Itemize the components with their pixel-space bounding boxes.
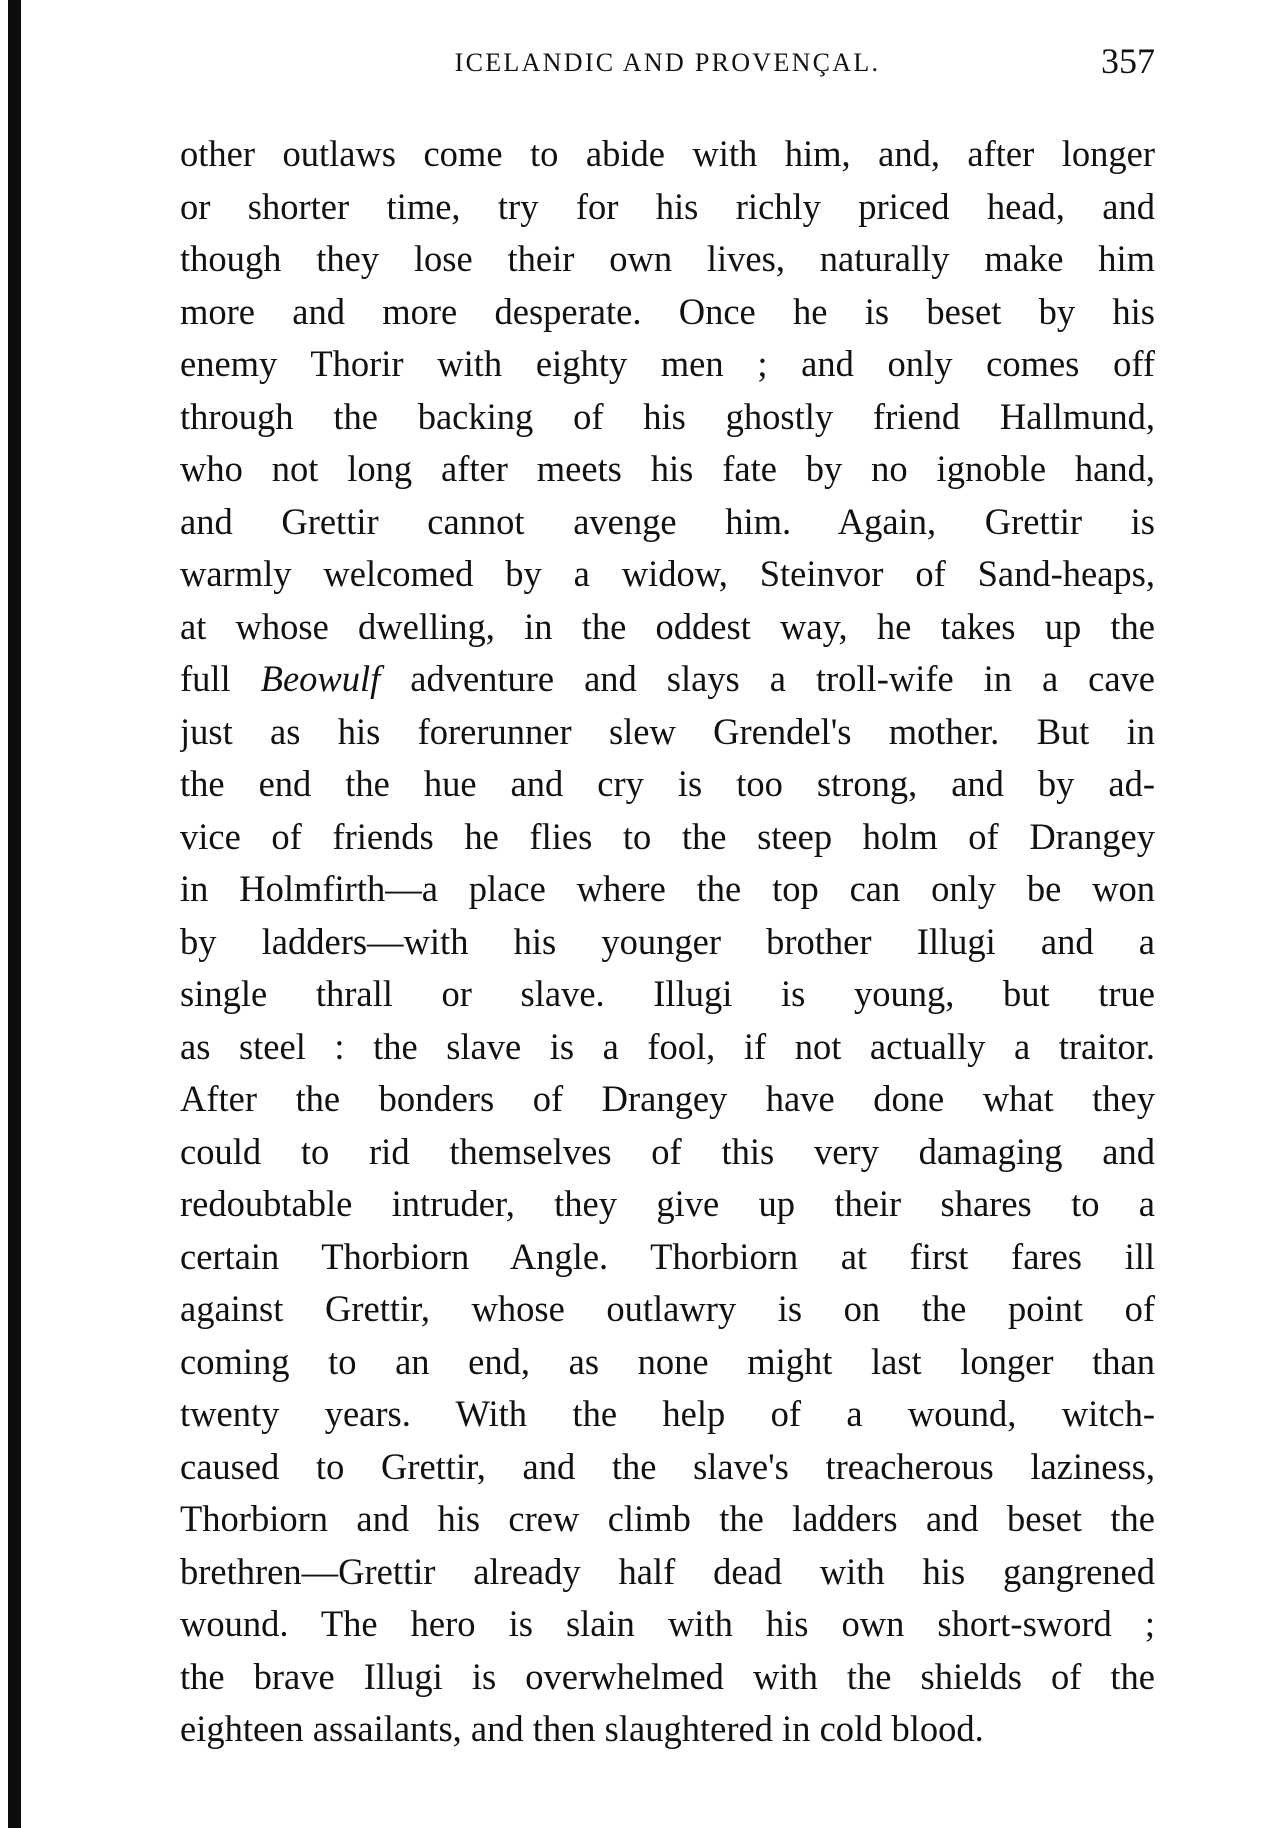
text-line: who not long after meets his fate by no ignoble hand, [180,448,1155,489]
text-line: coming to an end, as none might last longer than [180,1340,1155,1382]
text-line: single thrall or slave. Illugi is young, but true [180,973,1155,1014]
text-line: more and more desperate. Once he is beset by his [180,290,1155,332]
page-number: 357 [1101,41,1155,81]
binding-edge-rule [8,0,21,1828]
text-line: enemy Thorir with eighty men ; and only comes off [180,343,1155,384]
text-line: by ladders—with his younger brother Illugi and a [180,920,1155,962]
body-text [180,128,1155,1756]
text-line: warmly welcomed by a widow, Steinvor of Sand-heaps, [180,553,1155,594]
text-line: caused to Grettir, and the slave's treacherous laziness, [180,1445,1155,1487]
text-line: brethren—Grettir already half dead with his gangrened [180,1550,1155,1592]
text-line: other outlaws come to abide with him, and, after longer [180,133,1155,174]
text-line: or shorter time, try for his richly priced head, and [180,185,1155,227]
text-line: though they lose their own lives, naturally make him [180,238,1155,279]
text-line: After the bonders of Drangey have done what they [180,1078,1155,1119]
text-line: as steel : the slave is a fool, if not actually a traitor. [180,1025,1155,1067]
running-title: ICELANDIC AND PROVENÇAL. [454,48,881,77]
text-line: at whose dwelling, in the oddest way, he takes up the [180,605,1155,647]
text-line: wound. The hero is slain with his own short-sword ; [180,1603,1155,1644]
text-line: through the backing of his ghostly friend Hallmund, [180,395,1155,437]
text-line: vice of friends he flies to the steep holm of Drangey [180,815,1155,857]
text-line: Thorbiorn and his crew climb the ladders and beset the [180,1498,1155,1539]
italic-title-beowulf: Beowulf [260,658,381,699]
text-line: could to rid themselves of this very damaging and [180,1130,1155,1172]
text-line: certain Thorbiorn Angle. Thorbiorn at first fares ill [180,1235,1155,1277]
text-line: the brave Illugi is overwhelmed with the shields of the [180,1655,1155,1697]
text-line-with-italic [180,653,1155,706]
text-line: redoubtable intruder, they give up their shares to a [180,1183,1155,1224]
text-segment: full [180,658,261,699]
text-line: and Grettir cannot avenge him. Again, Grettir is [180,500,1155,542]
text-line-final: eighteen assailants, and then slaughtered in cold blood. [180,1708,984,1749]
text-line: the end the hue and cry is too strong, and by ad- [180,763,1155,804]
text-line: against Grettir, whose outlawry is on the point of [180,1288,1155,1329]
text-segment: adventure and slays a troll-wife in a cave [380,658,1155,699]
text-line: just as his forerunner slew Grendel's mother. But in [180,710,1155,752]
text-line: twenty years. With the help of a wound, witch- [180,1393,1155,1434]
page-header [180,38,1155,88]
text-line: in Holmfirth—a place where the top can only be won [180,868,1155,909]
